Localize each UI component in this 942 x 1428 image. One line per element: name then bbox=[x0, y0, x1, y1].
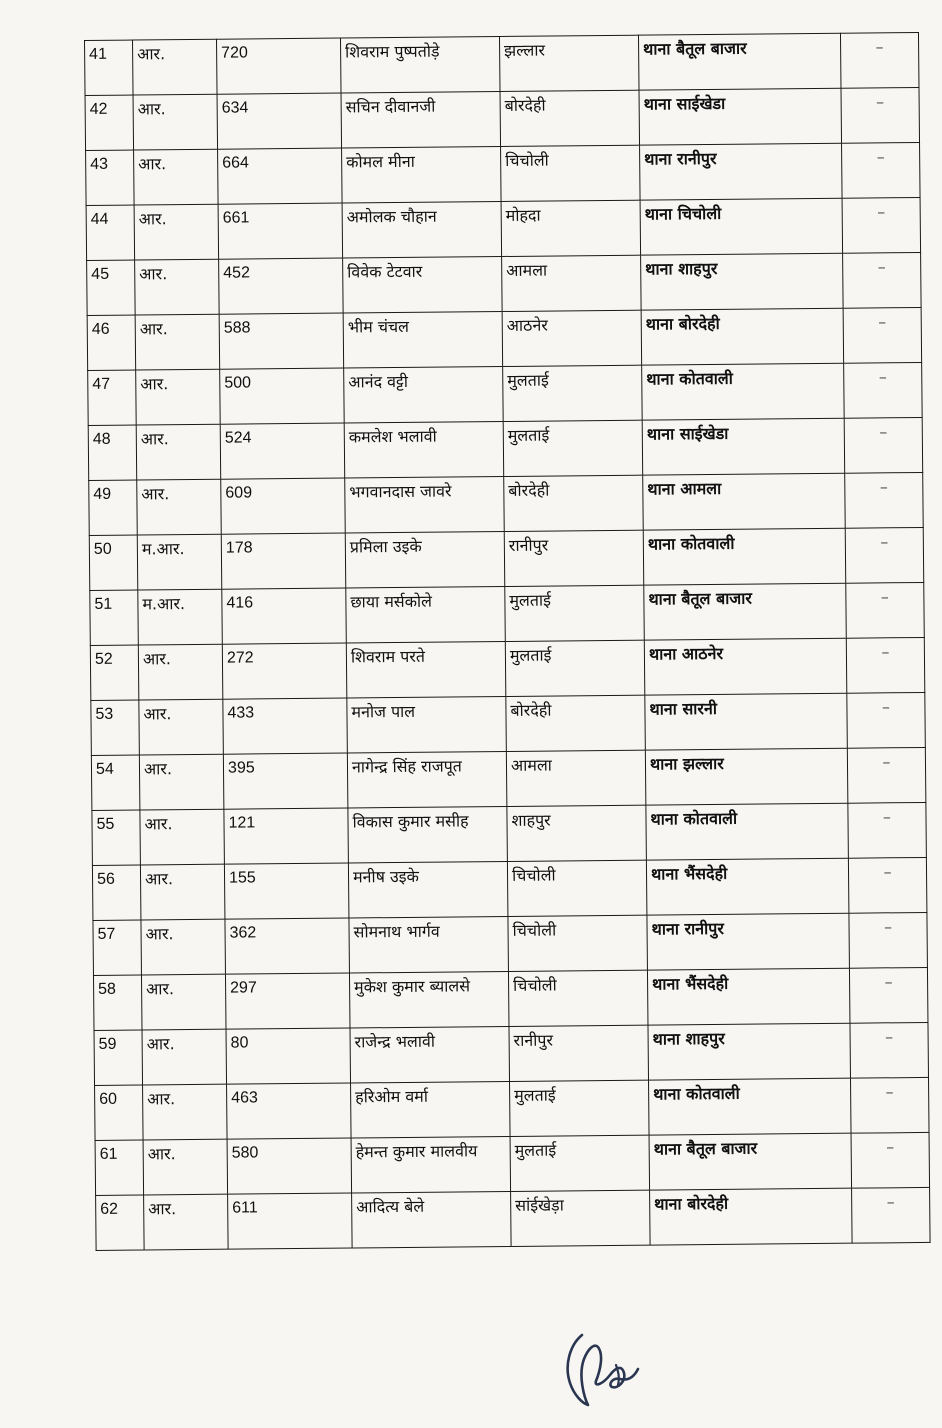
serial-number-cell: 55 bbox=[92, 810, 141, 865]
current-posting-cell: बोरदेही bbox=[506, 695, 646, 751]
current-posting-cell: बोरदेही bbox=[504, 475, 644, 531]
badge-number-cell: 588 bbox=[219, 313, 344, 369]
table-row bbox=[95, 1132, 929, 1195]
new-station-cell: थाना सारनी bbox=[645, 693, 848, 750]
current-posting-cell: मुलताई bbox=[505, 585, 645, 641]
badge-number-cell: 720 bbox=[216, 38, 341, 94]
name-cell: हेमन्त कुमार मालवीय bbox=[351, 1136, 511, 1193]
rank-cell: आर. bbox=[141, 974, 226, 1030]
new-station-cell: थाना बैतूल बाजार bbox=[644, 583, 847, 640]
name-cell: विकास कुमार मसीह bbox=[348, 806, 508, 863]
serial-number-cell: 50 bbox=[89, 535, 138, 590]
new-station-cell: थाना कोतवाली bbox=[642, 363, 845, 420]
table-row bbox=[96, 1187, 930, 1250]
current-posting-cell: मोहदा bbox=[501, 200, 641, 256]
name-cell: भीम चंचल bbox=[343, 311, 503, 368]
remark-cell: – bbox=[843, 307, 922, 363]
rank-cell: आर. bbox=[144, 1194, 229, 1250]
table-row bbox=[88, 362, 922, 425]
new-station-cell: थाना बैतूल बाजार bbox=[649, 1133, 852, 1190]
current-posting-cell: आमला bbox=[502, 255, 642, 311]
serial-number-cell: 57 bbox=[93, 920, 142, 975]
badge-number-cell: 395 bbox=[223, 753, 348, 809]
rank-cell: आर. bbox=[134, 149, 219, 205]
rank-cell: आर. bbox=[142, 1029, 227, 1085]
rank-cell: आर. bbox=[137, 479, 222, 535]
serial-number-cell: 58 bbox=[93, 975, 142, 1030]
serial-number-cell: 54 bbox=[91, 755, 140, 810]
new-station-cell: थाना आठनेर bbox=[644, 638, 847, 695]
new-station-cell: थाना रानीपुर bbox=[640, 143, 843, 200]
table-row bbox=[92, 802, 926, 865]
remark-cell: – bbox=[851, 1077, 930, 1133]
serial-number-cell: 42 bbox=[85, 95, 134, 150]
serial-number-cell: 45 bbox=[87, 260, 136, 315]
table-row bbox=[89, 527, 923, 590]
new-station-cell: थाना आमला bbox=[643, 473, 846, 530]
remark-cell: – bbox=[849, 967, 928, 1023]
new-station-cell: थाना शाहपुर bbox=[641, 253, 844, 310]
badge-number-cell: 433 bbox=[223, 698, 348, 754]
current-posting-cell: आमला bbox=[506, 750, 646, 806]
rank-cell: म.आर. bbox=[138, 589, 223, 645]
transfer-list-table bbox=[84, 32, 931, 1251]
rank-cell: आर. bbox=[140, 864, 225, 920]
name-cell: हरिओम वर्मा bbox=[351, 1081, 511, 1138]
rank-cell: आर. bbox=[140, 809, 225, 865]
rank-cell: आर. bbox=[141, 919, 226, 975]
badge-number-cell: 416 bbox=[222, 588, 347, 644]
remark-cell: – bbox=[850, 1022, 929, 1078]
new-station-cell: थाना साईखेडा bbox=[642, 418, 845, 475]
remark-cell: – bbox=[847, 747, 926, 803]
table-body bbox=[85, 32, 931, 1250]
remark-cell: – bbox=[841, 87, 920, 143]
serial-number-cell: 61 bbox=[95, 1140, 144, 1195]
serial-number-cell: 41 bbox=[85, 40, 134, 95]
name-cell: मनोज पाल bbox=[347, 696, 507, 753]
rank-cell: आर. bbox=[135, 314, 220, 370]
badge-number-cell: 580 bbox=[227, 1138, 352, 1194]
remark-cell: – bbox=[843, 252, 922, 308]
badge-number-cell: 609 bbox=[221, 478, 346, 534]
remark-cell: – bbox=[845, 472, 924, 528]
badge-number-cell: 297 bbox=[225, 973, 350, 1029]
name-cell: कोमल मीना bbox=[342, 147, 502, 204]
current-posting-cell: मुलताई bbox=[505, 640, 645, 696]
name-cell: आनंद वट्टी bbox=[344, 366, 504, 423]
current-posting-cell: शाहपुर bbox=[507, 805, 647, 861]
table-row bbox=[92, 857, 926, 920]
name-cell: विवेक टेटवार bbox=[343, 257, 503, 314]
rank-cell: आर. bbox=[138, 644, 223, 700]
table-row bbox=[93, 967, 927, 1030]
name-cell: राजेन्द्र भलावी bbox=[350, 1026, 510, 1083]
badge-number-cell: 611 bbox=[228, 1193, 353, 1249]
rank-cell: आर. bbox=[136, 424, 221, 480]
serial-number-cell: 51 bbox=[90, 590, 139, 645]
badge-number-cell: 661 bbox=[218, 203, 343, 259]
new-station-cell: थाना भैंसदेही bbox=[646, 858, 849, 915]
table-row bbox=[86, 197, 920, 260]
document-sheet bbox=[84, 32, 930, 1251]
name-cell: भगवानदास जावरे bbox=[345, 476, 505, 533]
badge-number-cell: 178 bbox=[221, 533, 346, 589]
remark-cell: – bbox=[847, 692, 926, 748]
serial-number-cell: 49 bbox=[89, 480, 138, 535]
badge-number-cell: 80 bbox=[226, 1028, 351, 1084]
serial-number-cell: 43 bbox=[86, 150, 135, 205]
current-posting-cell: आठनेर bbox=[502, 310, 642, 366]
table-row bbox=[95, 1077, 929, 1140]
table-row bbox=[86, 142, 920, 205]
table-row bbox=[90, 582, 924, 645]
rank-cell: आर. bbox=[135, 259, 220, 315]
rank-cell: आर. bbox=[136, 369, 221, 425]
current-posting-cell: सांईखेड़ा bbox=[511, 1190, 651, 1246]
rank-cell: आर. bbox=[133, 94, 218, 150]
current-posting-cell: चिचोली bbox=[501, 145, 641, 201]
remark-cell: – bbox=[842, 142, 921, 198]
new-station-cell: थाना बोरदेही bbox=[641, 308, 844, 365]
table-row bbox=[90, 637, 924, 700]
current-posting-cell: मुलताई bbox=[510, 1135, 650, 1191]
serial-number-cell: 59 bbox=[94, 1030, 143, 1085]
current-posting-cell: मुलताई bbox=[503, 420, 643, 476]
table-row bbox=[85, 87, 919, 150]
badge-number-cell: 452 bbox=[219, 258, 344, 314]
new-station-cell: थाना कोतवाली bbox=[649, 1078, 852, 1135]
serial-number-cell: 62 bbox=[96, 1195, 145, 1250]
remark-cell: – bbox=[851, 1132, 930, 1188]
rank-cell: म.आर. bbox=[137, 534, 222, 590]
new-station-cell: थाना कोतवाली bbox=[646, 803, 849, 860]
serial-number-cell: 48 bbox=[88, 425, 137, 480]
new-station-cell: थाना कोतवाली bbox=[643, 528, 846, 585]
name-cell: नागेन्द्र सिंह राजपूत bbox=[347, 751, 507, 808]
name-cell: अमोलक चौहान bbox=[342, 202, 502, 259]
current-posting-cell: चिचोली bbox=[508, 915, 648, 971]
remark-cell: – bbox=[849, 912, 928, 968]
name-cell: आदित्य बेले bbox=[352, 1191, 512, 1248]
new-station-cell: थाना बैतूल बाजार bbox=[638, 33, 841, 90]
table-row bbox=[91, 692, 925, 755]
serial-number-cell: 44 bbox=[86, 205, 135, 260]
rank-cell: आर. bbox=[134, 204, 219, 260]
serial-number-cell: 47 bbox=[88, 370, 137, 425]
new-station-cell: थाना रानीपुर bbox=[647, 913, 850, 970]
new-station-cell: थाना शाहपुर bbox=[648, 1023, 851, 1080]
badge-number-cell: 524 bbox=[220, 423, 345, 479]
name-cell: मुकेश कुमार ब्यालसे bbox=[349, 971, 509, 1028]
rank-cell: आर. bbox=[139, 754, 224, 810]
new-station-cell: थाना चिचोली bbox=[640, 198, 843, 255]
new-station-cell: थाना साईखेडा bbox=[639, 88, 842, 145]
remark-cell: – bbox=[842, 197, 921, 253]
badge-number-cell: 664 bbox=[218, 148, 343, 204]
name-cell: सोमनाथ भार्गव bbox=[349, 916, 509, 973]
current-posting-cell: बोरदेही bbox=[500, 90, 640, 146]
badge-number-cell: 634 bbox=[217, 93, 342, 149]
badge-number-cell: 463 bbox=[227, 1083, 352, 1139]
table-row bbox=[89, 472, 923, 535]
remark-cell: – bbox=[845, 527, 924, 583]
remark-cell: – bbox=[846, 637, 925, 693]
remark-cell: – bbox=[844, 417, 923, 473]
remark-cell: – bbox=[852, 1187, 931, 1243]
name-cell: सचिन दीवानजी bbox=[341, 92, 501, 149]
current-posting-cell: चिचोली bbox=[507, 860, 647, 916]
signature-icon bbox=[560, 1325, 650, 1410]
rank-cell: आर. bbox=[139, 699, 224, 755]
name-cell: मनीष उइके bbox=[348, 861, 508, 918]
remark-cell: – bbox=[844, 362, 923, 418]
badge-number-cell: 362 bbox=[225, 918, 350, 974]
current-posting-cell: झल्लार bbox=[499, 35, 639, 91]
table-row bbox=[87, 307, 921, 370]
table-row bbox=[88, 417, 922, 480]
name-cell: छाया मर्सकोले bbox=[346, 586, 506, 643]
rank-cell: आर. bbox=[143, 1084, 228, 1140]
serial-number-cell: 53 bbox=[91, 700, 140, 755]
badge-number-cell: 500 bbox=[220, 368, 345, 424]
name-cell: शिवराम पुष्पतोड़े bbox=[340, 37, 500, 94]
table-row bbox=[91, 747, 925, 810]
serial-number-cell: 46 bbox=[87, 315, 136, 370]
serial-number-cell: 52 bbox=[90, 645, 139, 700]
current-posting-cell: चिचोली bbox=[508, 970, 648, 1026]
name-cell: प्रमिला उइके bbox=[345, 531, 505, 588]
remark-cell: – bbox=[848, 802, 927, 858]
badge-number-cell: 272 bbox=[222, 643, 347, 699]
rank-cell: आर. bbox=[133, 39, 218, 95]
badge-number-cell: 121 bbox=[224, 808, 349, 864]
current-posting-cell: मुलताई bbox=[510, 1080, 650, 1136]
name-cell: कमलेश भलावी bbox=[344, 421, 504, 478]
new-station-cell: थाना झल्लार bbox=[645, 748, 848, 805]
remark-cell: – bbox=[846, 582, 925, 638]
table-row bbox=[87, 252, 921, 315]
table-row bbox=[94, 1022, 928, 1085]
new-station-cell: थाना भैंसदेही bbox=[647, 968, 850, 1025]
new-station-cell: थाना बोरदेही bbox=[650, 1188, 853, 1245]
remark-cell: – bbox=[848, 857, 927, 913]
current-posting-cell: रानीपुर bbox=[509, 1025, 649, 1081]
serial-number-cell: 56 bbox=[92, 865, 141, 920]
table-row bbox=[85, 32, 919, 95]
current-posting-cell: मुलताई bbox=[503, 365, 643, 421]
current-posting-cell: रानीपुर bbox=[504, 530, 644, 586]
badge-number-cell: 155 bbox=[224, 863, 349, 919]
rank-cell: आर. bbox=[143, 1139, 228, 1195]
table-row bbox=[93, 912, 927, 975]
name-cell: शिवराम परते bbox=[346, 641, 506, 698]
serial-number-cell: 60 bbox=[95, 1085, 144, 1140]
remark-cell: – bbox=[840, 32, 919, 88]
